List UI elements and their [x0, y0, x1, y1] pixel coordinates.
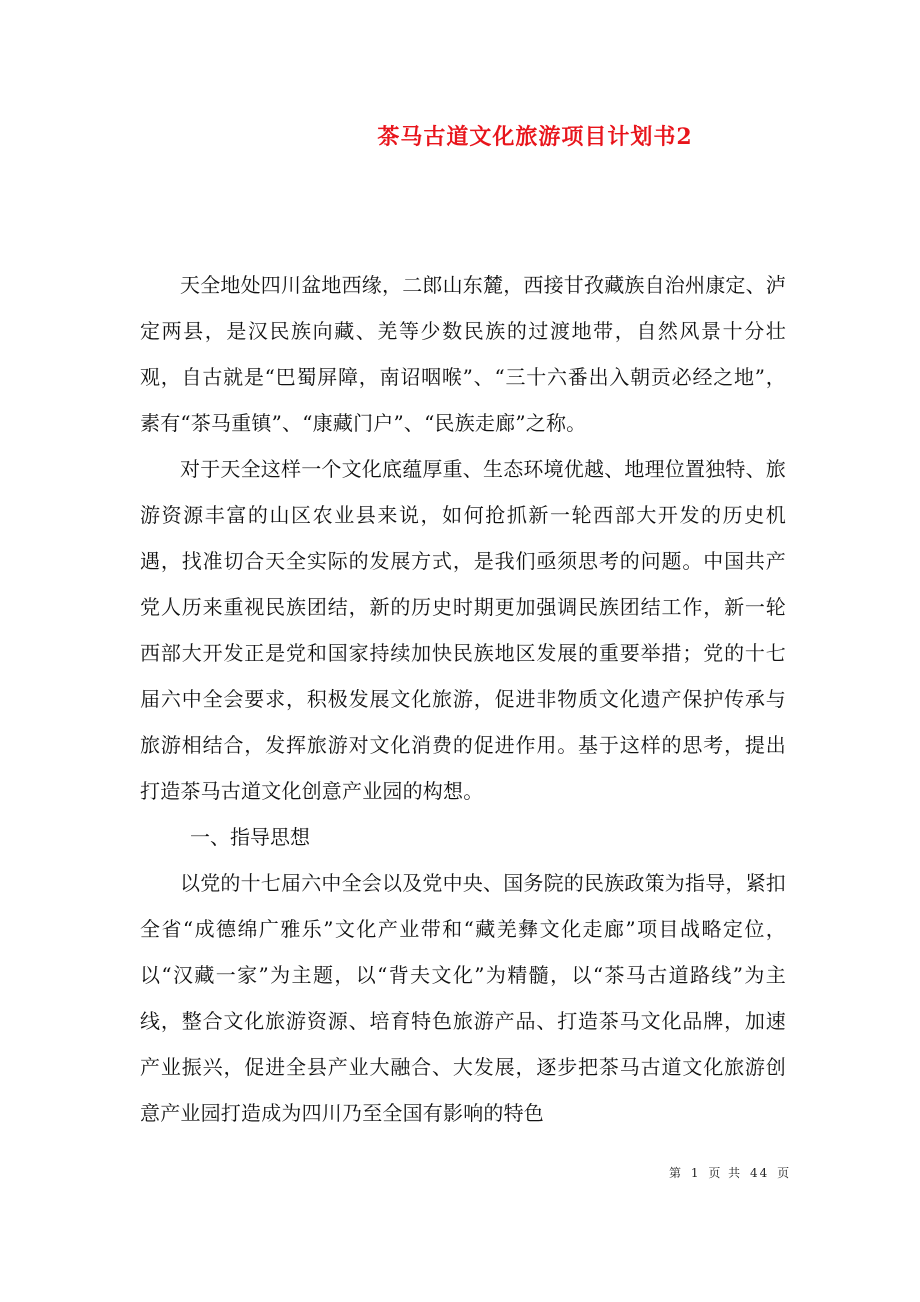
- footer-middle: 页 共: [708, 1166, 743, 1180]
- footer-current-page: 1: [690, 1166, 701, 1180]
- section-heading-guiding-ideology: 一、指导思想: [190, 825, 310, 849]
- footer-suffix: 页: [777, 1166, 792, 1180]
- footer-prefix: 第: [669, 1166, 684, 1180]
- paragraph-background: 对于天全这样一个文化底蕴厚重、生态环境优越、地理位置独特、旅游资源丰富的山区农业县来说，如何抢抓新一轮西部大开发的历史机遇，找准切合天全实际的发展方式，是我们亟须思考的问题。中国共产党人历来重视民族团结，新的历史时期更加强调民族团结工作，新一轮西部大开发正是党和国家持续加快民族地区发展的重要举措；党的十七届六中全会要求，积极发展文化旅游，促进非物质文化遗产保护传承与旅游相结合，发挥旅游对文化消费的促进作用。基于这样的思考，提出打造茶马古道文化创意产业园的构想。: [140, 457, 786, 803]
- document-body: [140, 262, 786, 1136]
- page-number-footer: [668, 1164, 792, 1181]
- document-title: 茶马古道文化旅游项目计划书2: [377, 124, 693, 150]
- paragraph-guiding-ideology: 以党的十七届六中全会以及党中央、国务院的民族政策为指导，紧扣全省“成德绵广雅乐”文化产业带和“藏羌彝文化走廊”项目战略定位，以“汉藏一家”为主题，以“背夫文化”为精髓，以“茶马古道路线”为主线，整合文化旅游资源、培育特色旅游产品、打造茶马文化品牌，加速产业振兴，促进全县产业大融合、大发展，逐步把茶马古道文化旅游创意产业园打造成为四川乃至全国有影响的特色: [140, 871, 786, 1125]
- paragraph-intro: 天全地处四川盆地西缘，二郎山东麓，西接甘孜藏族自治州康定、泸定两县，是汉民族向藏、羌等少数民族的过渡地带，自然风景十分壮观，自古就是“巴蜀屏障，南诏咽喉”、“三十六番出入朝贡必经之地”，素有“茶马重镇”、“康藏门户”、“民族走廊”之称。: [140, 273, 786, 435]
- footer-total-pages: 44: [749, 1166, 770, 1180]
